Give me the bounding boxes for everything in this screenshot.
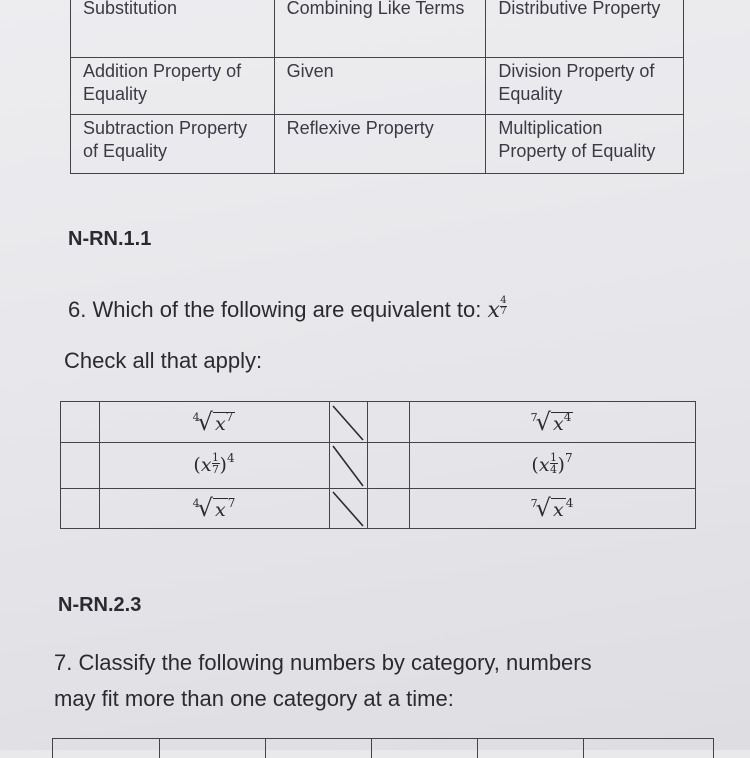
property-cell: Reflexive Property: [274, 115, 486, 174]
property-cell: Combining Like Terms: [274, 0, 486, 58]
checkbox-cell[interactable]: [367, 402, 409, 442]
question-6-expression: x $\frac{4}{7}$: [487, 295, 507, 323]
answer-grid: [60, 401, 696, 529]
checkbox-cell[interactable]: [61, 442, 99, 488]
checkbox-cell[interactable]: [61, 402, 99, 442]
choice-left-1: $^4$√ $x^7$: [192, 408, 234, 436]
property-cell: Addition Property of Equality: [71, 58, 275, 115]
choice-right-3: $^7$√ x $^4$: [530, 494, 574, 522]
checkbox-cell[interactable]: [367, 488, 409, 528]
checkbox-cell[interactable]: [61, 488, 99, 528]
properties-table: [70, 0, 684, 174]
property-cell: Distributive Property: [486, 0, 684, 58]
choice-left-2: (x $\frac{1}{7}$ )$^4$: [193, 450, 235, 476]
choice-right-1: $^7$√ $x^4$: [530, 408, 572, 436]
question-7-line1: 7. Classify the following numbers by category, numbers: [54, 650, 592, 675]
checkbox-cell[interactable]: [367, 442, 409, 488]
question-7-line2: may fit more than one category at a time:: [54, 686, 454, 711]
hatched-divider: [329, 402, 367, 528]
choice-left-3: $^4$√ x $^7$: [192, 494, 236, 522]
standard-heading: N-RN.1.1: [68, 228, 152, 250]
choice-right-2: (x $\frac{1}{4}$ )$^7$: [531, 450, 573, 476]
standard-heading: N-RN.2.3: [58, 594, 142, 616]
property-cell: Division Property of Equality: [486, 58, 684, 115]
question-6: [68, 297, 507, 331]
question-6-text: 6. Which of the following are equivalent to:: [68, 297, 482, 322]
property-cell: Substitution: [71, 0, 275, 58]
property-cell: Given: [274, 58, 486, 115]
check-all-instruction: Check all that apply:: [64, 348, 263, 373]
property-cell: Subtraction Property of Equality: [71, 115, 275, 174]
classification-table-top: [52, 738, 714, 758]
property-cell: Multiplication Property of Equality: [486, 115, 684, 174]
